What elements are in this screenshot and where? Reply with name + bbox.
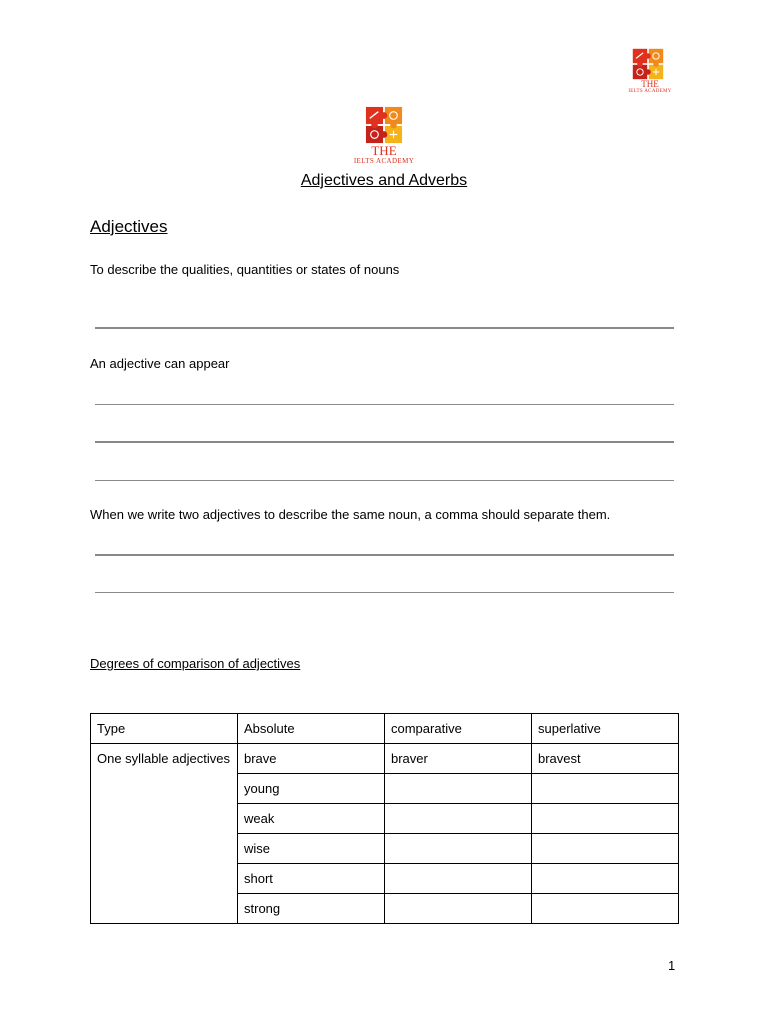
logo-wordmark [344,144,424,165]
absolute-cell: weak [238,804,385,834]
absolute-cell: strong [238,894,385,924]
header-comparative: comparative [385,714,532,744]
comparative-cell[interactable] [385,774,532,804]
section-heading-adjectives: Adjectives [90,217,168,236]
answer-line [95,592,674,593]
absolute-cell: young [238,774,385,804]
comparative-cell[interactable] [385,804,532,834]
superlative-cell[interactable] [532,894,679,924]
table-row [91,744,679,774]
center-logo [344,106,424,166]
puzzle-logo-icon [365,106,403,144]
superlative-cell[interactable] [532,864,679,894]
answer-line [95,554,674,556]
document-title [0,172,768,190]
absolute-cell: wise [238,834,385,864]
superlative-cell[interactable]: bravest [532,744,679,774]
header-absolute: Absolute [238,714,385,744]
superlative-cell[interactable] [532,834,679,864]
answer-line [95,404,674,405]
superlative-cell[interactable] [532,774,679,804]
logo-line-2: IELTS ACADEMY [628,89,672,94]
answer-line [95,441,674,443]
logo-line-1: THE [641,79,659,89]
header-type: Type [91,714,238,744]
comparative-cell[interactable]: braver [385,744,532,774]
answer-line [95,480,674,481]
comparison-table [90,713,679,924]
header-logo [622,48,678,96]
type-cell: One syllable adjectives [91,744,238,924]
document-title-text: Adjectives and Adverbs [300,172,468,189]
puzzle-logo-icon [632,48,664,80]
comparative-cell[interactable] [385,864,532,894]
absolute-cell: short [238,864,385,894]
adjective-position-text: An adjective can appear [90,356,230,371]
superlative-cell[interactable] [532,804,679,834]
comma-rule-text: When we write two adjectives to describe the same noun, a comma should separate them. [90,507,611,522]
absolute-cell: brave [238,744,385,774]
definition-text: To describe the qualities, quantities or states of nouns [90,262,400,277]
logo-line-2: IELTS ACADEMY [353,157,415,165]
logo-wordmark [622,80,678,94]
page-number: 1 [668,958,676,973]
table-header-row [91,714,679,744]
logo-line-1: THE [371,143,397,158]
answer-line [95,327,674,329]
header-superlative: superlative [532,714,679,744]
comparative-cell[interactable] [385,894,532,924]
comparative-cell[interactable] [385,834,532,864]
comparison-subheading: Degrees of comparison of adjectives [90,656,301,671]
